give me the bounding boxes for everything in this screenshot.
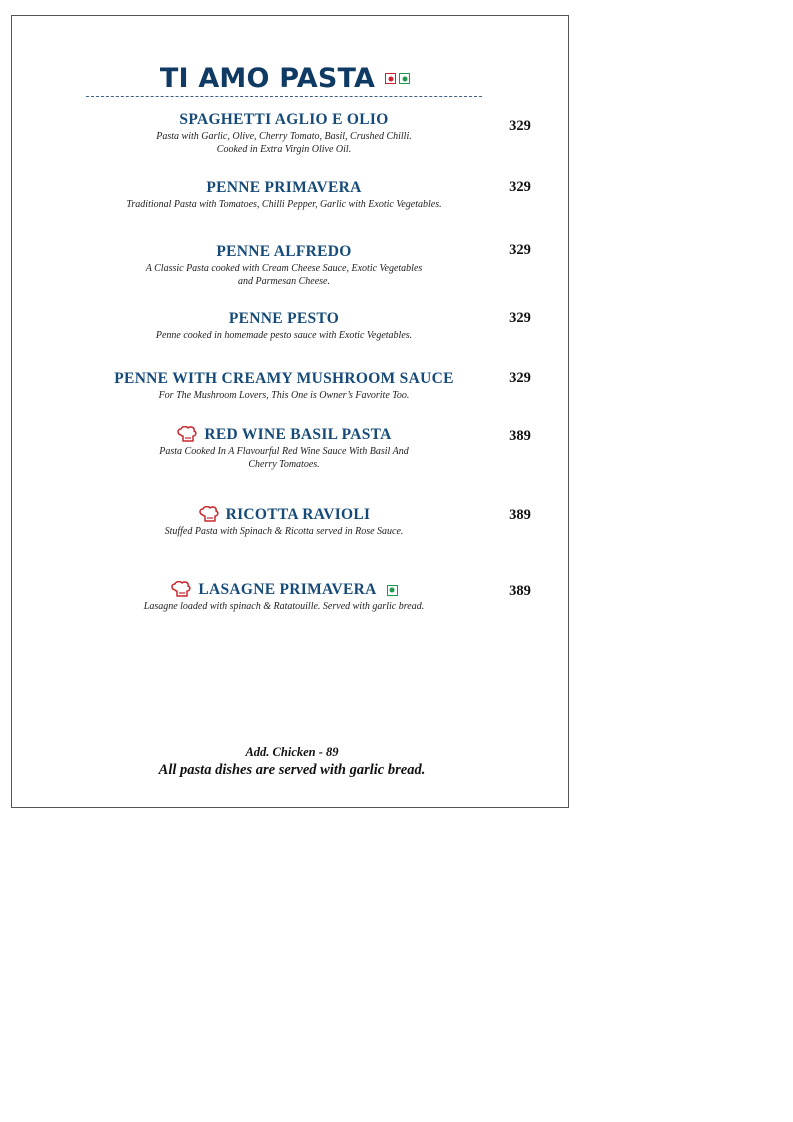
chef-hat-icon bbox=[176, 426, 198, 444]
menu-title-block bbox=[0, 63, 570, 94]
item-price: 389 bbox=[509, 583, 531, 599]
addon-note: Add. Chicken - 89 bbox=[245, 745, 339, 759]
item-name-row bbox=[86, 506, 482, 524]
menu-item-penne-alfredo bbox=[86, 243, 482, 288]
menu-item-spaghetti-aglio-e-olio bbox=[86, 111, 482, 156]
page-title: TI AMO PASTA bbox=[159, 63, 376, 94]
menu-item-ricotta-ravioli bbox=[86, 506, 482, 538]
veg-mark-icon bbox=[387, 585, 398, 596]
item-description: Pasta with Garlic, Olive, Cherry Tomato, Basil, Crushed Chilli. Cooked in Extra Virgin Olive Oil. bbox=[156, 131, 412, 155]
item-description: Pasta Cooked In A Flavourful Red Wine Sauce With Basil And Cherry Tomatoes. bbox=[159, 446, 409, 470]
veg-mark-icon bbox=[399, 73, 410, 84]
item-description: Stuffed Pasta with Spinach & Ricotta served in Rose Sauce. bbox=[164, 526, 404, 537]
menu-item-penne-creamy-mushroom bbox=[86, 370, 482, 402]
item-name: LASAGNE PRIMAVERA bbox=[198, 581, 377, 598]
item-name-row bbox=[86, 581, 482, 599]
item-name: PENNE ALFREDO bbox=[216, 243, 352, 260]
item-name: SPAGHETTI AGLIO E OLIO bbox=[179, 111, 389, 128]
item-description: Lasagne loaded with spinach & Ratatouille. Served with garlic bread. bbox=[143, 601, 425, 612]
non-veg-mark-icon bbox=[385, 73, 396, 84]
item-price: 389 bbox=[509, 428, 531, 444]
item-name: RICOTTA RAVIOLI bbox=[225, 506, 371, 523]
footer-note: All pasta dishes are served with garlic bread. bbox=[158, 762, 426, 778]
chef-hat-icon bbox=[198, 506, 220, 524]
item-description: A Classic Pasta cooked with Cream Cheese Sauce, Exotic Vegetables and Parmesan Cheese. bbox=[145, 263, 423, 287]
item-description: Traditional Pasta with Tomatoes, Chilli Pepper, Garlic with Exotic Vegetables. bbox=[126, 199, 442, 210]
item-price: 329 bbox=[509, 118, 531, 134]
item-name-row bbox=[86, 426, 482, 444]
item-price: 329 bbox=[509, 242, 531, 258]
item-name: PENNE PRIMAVERA bbox=[206, 179, 362, 196]
menu-item-red-wine-basil-pasta bbox=[86, 426, 482, 471]
item-price: 389 bbox=[509, 507, 531, 523]
menu-item-lasagne-primavera bbox=[86, 581, 482, 613]
item-price: 329 bbox=[509, 370, 531, 386]
menu-item-penne-primavera bbox=[86, 179, 482, 211]
item-name: PENNE PESTO bbox=[228, 310, 340, 327]
chef-hat-icon bbox=[170, 581, 192, 599]
title-divider bbox=[86, 96, 482, 97]
item-description: Penne cooked in homemade pesto sauce with Exotic Vegetables. bbox=[155, 330, 413, 341]
item-name: RED WINE BASIL PASTA bbox=[204, 426, 392, 443]
diet-badges bbox=[385, 73, 410, 84]
item-price: 329 bbox=[509, 310, 531, 326]
item-price: 329 bbox=[509, 179, 531, 195]
item-name: PENNE WITH CREAMY MUSHROOM SAUCE bbox=[114, 370, 454, 387]
menu-item-penne-pesto bbox=[86, 310, 482, 342]
item-description: For The Mushroom Lovers, This One is Owner’s Favorite Too. bbox=[158, 390, 410, 401]
